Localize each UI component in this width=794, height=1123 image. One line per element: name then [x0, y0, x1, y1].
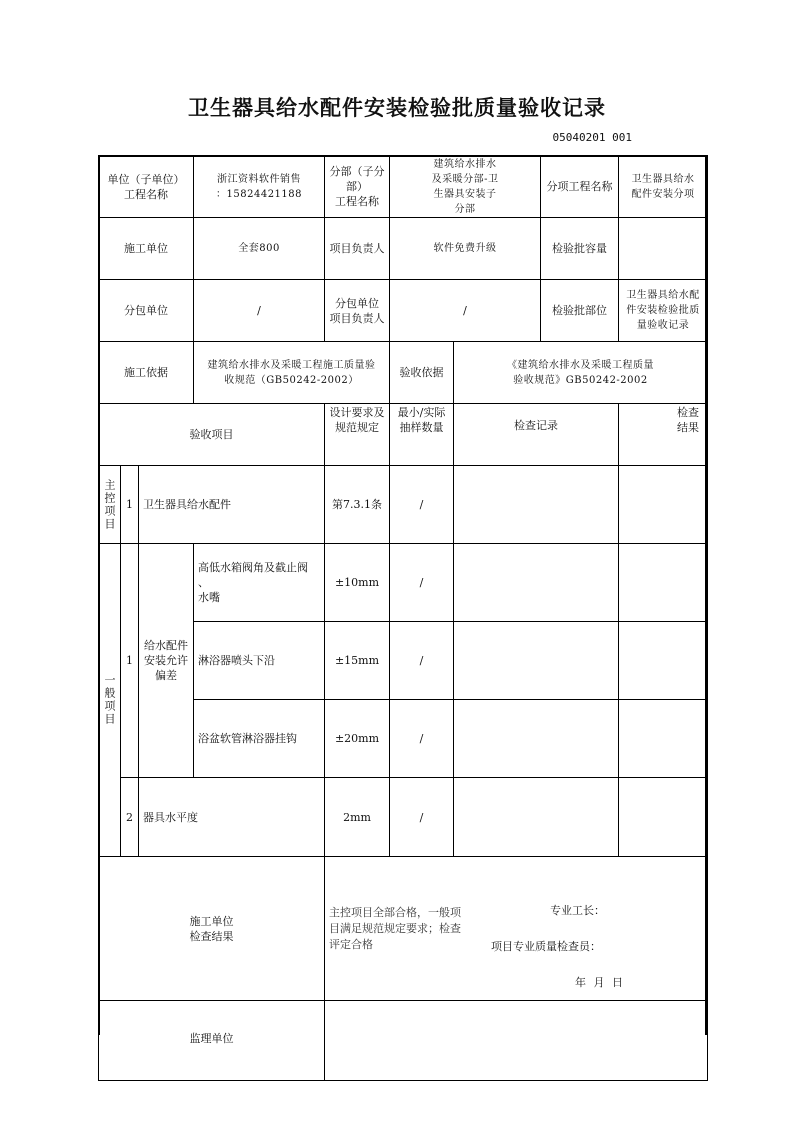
col-record: 检查记录	[454, 404, 619, 466]
item-value: 卫生器具给水 配件安装分项	[619, 156, 708, 218]
sample-value: /	[390, 544, 454, 622]
item-name: 器具水平度	[139, 778, 325, 857]
supervision-label: 监理单位	[99, 1001, 325, 1081]
check-record[interactable]	[454, 778, 619, 857]
inspection-form	[98, 155, 707, 1045]
sample-value: /	[390, 700, 454, 778]
design-value: ±15mm	[325, 622, 390, 700]
unit-value: 浙江资料软件销售 ：15824421188	[194, 156, 325, 218]
table-row	[99, 544, 708, 622]
table-row	[99, 466, 708, 544]
row-number: 1	[121, 544, 139, 778]
check-result[interactable]	[619, 466, 708, 544]
check-record[interactable]	[454, 544, 619, 622]
contractor-label: 施工单位	[99, 218, 194, 280]
sample-value: /	[390, 622, 454, 700]
general-label: 一般项目	[99, 544, 121, 857]
col-result: 检查 结果	[619, 404, 708, 466]
check-result[interactable]	[619, 778, 708, 857]
design-value: ±20mm	[325, 700, 390, 778]
quality-inspector-label: 项目专业质量检查员：	[491, 940, 602, 953]
design-value: 2mm	[325, 778, 390, 857]
check-result[interactable]	[619, 700, 708, 778]
col-sample: 最小/实际 抽样数量	[390, 404, 454, 466]
sample-value: /	[390, 778, 454, 857]
col-design: 设计要求及 规范规定	[325, 404, 390, 466]
row-number: 2	[121, 778, 139, 857]
item-label: 分项工程名称	[541, 156, 619, 218]
basis-label: 施工依据	[99, 342, 194, 404]
basis-value: 建筑给水排水及采暖工程施工质量验 收规范（GB50242-2002）	[194, 342, 390, 404]
design-value: ±10mm	[325, 544, 390, 622]
subunit-value: 建筑给水排水 及采暖分部-卫 生器具安装子 分部	[390, 156, 541, 218]
check-result[interactable]	[619, 622, 708, 700]
unit-label: 单位（子单位） 工程名称	[99, 156, 194, 218]
capacity-label: 检验批容量	[541, 218, 619, 280]
check-conclusion: 主控项目全部合格，一般项 目满足规范规定要求；检查 评定合格	[329, 906, 462, 951]
item-name: 淋浴器喷头下沿	[194, 622, 325, 700]
date-label: 年 月 日	[575, 976, 626, 989]
subunit-label: 分部（子分部） 工程名称	[325, 156, 390, 218]
record-code: 05040201 001	[552, 131, 632, 144]
sample-value: /	[390, 466, 454, 544]
contractor-value: 全套800	[194, 218, 325, 280]
col-item: 验收项目	[99, 404, 325, 466]
form-table	[98, 155, 708, 1081]
check-signature-block	[325, 857, 708, 1001]
check-result-label: 施工单位 检查结果	[99, 857, 325, 1001]
design-value: 第7.3.1条	[325, 466, 390, 544]
sub-pm-value: /	[390, 280, 541, 342]
foreman-label: 专业工长：	[550, 904, 606, 917]
capacity-value	[619, 218, 708, 280]
row-number: 1	[121, 466, 139, 544]
table-row	[99, 778, 708, 857]
item-name: 卫生器具给水配件	[139, 466, 325, 544]
item-name: 浴盆软管淋浴器挂钩	[194, 700, 325, 778]
group-name: 给水配件 安装允许 偏差	[139, 544, 194, 778]
part-label: 检验批部位	[541, 280, 619, 342]
pm-label: 项目负责人	[325, 218, 390, 280]
item-name: 高低水箱阀角及截止阀 、 水嘴	[194, 544, 325, 622]
sub-label: 分包单位	[99, 280, 194, 342]
sub-pm-label: 分包单位 项目负责人	[325, 280, 390, 342]
acc-basis-value: 《建筑给水排水及采暖工程质量 验收规范》GB50242-2002	[454, 342, 708, 404]
page-title: 卫生器具给水配件安装检验批质量验收记录	[188, 95, 606, 120]
check-result[interactable]	[619, 544, 708, 622]
supervision-block	[325, 1001, 708, 1081]
acc-basis-label: 验收依据	[390, 342, 454, 404]
check-record[interactable]	[454, 622, 619, 700]
check-record[interactable]	[454, 466, 619, 544]
check-record[interactable]	[454, 700, 619, 778]
main-control-label: 主控项目	[99, 466, 121, 544]
part-value: 卫生器具给水配 件安装检验批质 量验收记录	[619, 280, 708, 342]
pm-value: 软件免费升级	[390, 218, 541, 280]
sub-value: /	[194, 280, 325, 342]
